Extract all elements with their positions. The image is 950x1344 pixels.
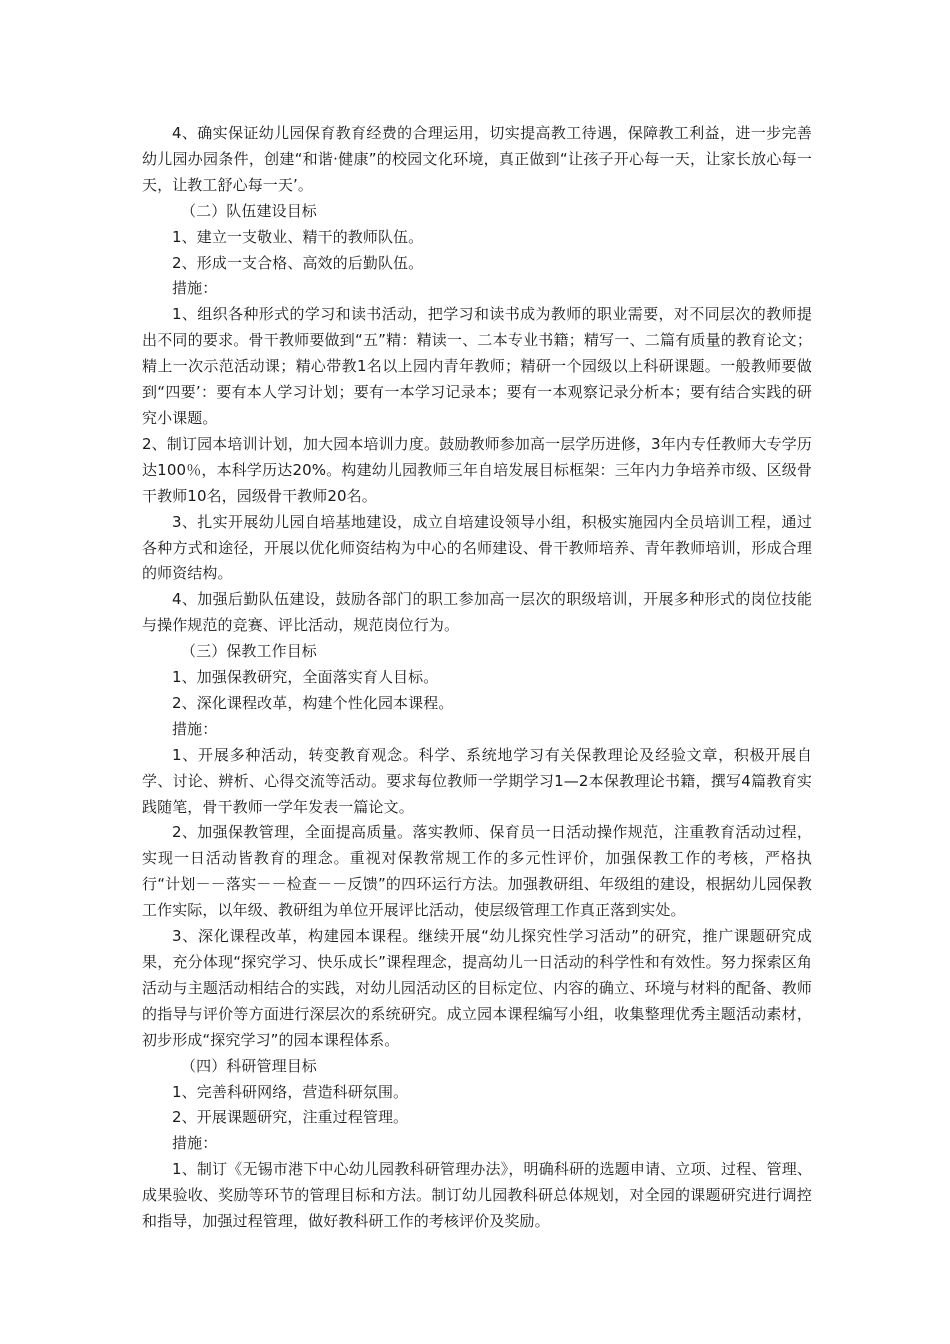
measure-paragraph: 1、组织各种形式的学习和读书活动，把学习和读书成为教师的职业需要，对不同层次的教师提出不同的要求。骨干教师要做到“五”精：精读一、二本专业书籍；精写一、二篇有质量的教育论文；精上一次示范活动课；精心带教1名以上园内青年教师；精研一个园级以上科研课题。一般教师要做到“四要’：要有本人学习计划；要有一本学习记录本；要有一本观察记录分析本；要有结合实践的研究小课题。 [142,305,812,427]
goal-item: 1、完善科研网络，营造科研氛围。 [172,1082,409,1101]
goal-item: 1、建立一支敬业、精干的教师队伍。 [172,227,424,246]
heading-team-building: （二）队伍建设目标 [181,201,317,220]
measure-paragraph: 3、深化课程改革，构建园本课程。继续开展“幼儿探究性学习活动”的研究，推广课题研究成果，充分体现“探究学习、快乐成长”课程理念，提高幼儿一日活动的科学性和有效性。努力探索区角活动与主题活动相结合的实践，对幼儿园活动区的目标定位、内容的确立、环境与材料的配备、教师的指导与评价等方面进行深层次的系统研究。成立园本课程编写小组，收集整理优秀主题活动素材，初步形成“探究学习”的园本课程体系。 [142,927,812,1049]
heading-research-goals: （四）科研管理目标 [181,1056,317,1075]
goal-item: 2、开展课题研究，注重过程管理。 [172,1108,409,1127]
paragraph-funding: 4、确实保证幼儿园保育教育经费的合理运用，切实提高教工待遇，保障教工利益，进一步完善幼儿园办园条件，创建“和谐·健康”的校园文化环境，真正做到“让孩子开心每一天，让家长放心每一天，让教工舒心每一天’。 [142,124,812,194]
heading-teaching-goals: （三）保教工作目标 [181,642,317,661]
measure-paragraph: 1、开展多种活动，转变教育观念。科学、系统地学习有关保教理论及经验文章，积极开展自学、讨论、辨析、心得交流等活动。要求每位教师一学期学习1—2本保教理论书籍，撰写4篇教育实践随笔，骨干教师一学年发表一篇论文。 [142,745,812,816]
measure-paragraph: 3、扎实开展幼儿园自培基地建设，成立自培建设领导小组，积极实施园内全员培训工程，通过各种方式和途径，开展以优化师资结构为中心的名师建设、骨干教师培养、青年教师培训，形成合理的师资结构。 [142,512,812,583]
measure-paragraph: 2、制订园本培训计划，加大园本培训力度。鼓励教师参加高一层学历进修，3年内专任教师大专学历达100％，本科学历达20%。构建幼儿园教师三年自培发展目标框架：三年内力争培养市级、区级骨干教师10名，园级骨干教师20名。 [142,434,812,505]
goal-item: 2、形成一支合格、高效的后勤队伍。 [172,253,424,272]
measure-paragraph: 1、制订《无锡市港下中心幼儿园教科研管理办法》，明确科研的选题申请、立项、过程、管理、成果验收、奖励等环节的管理目标和方法。制订幼儿园教科研总体规划，对全园的课题研究进行调控和指导，加强过程管理，做好教科研工作的考核评价及奖励。 [142,1160,812,1231]
measures-label: 措施： [172,1134,218,1153]
goal-item: 2、深化课程改革，构建个性化园本课程。 [172,693,454,712]
document-page [142,121,812,1235]
measure-paragraph: 4、加强后勤队伍建设，鼓励各部门的职工参加高一层次的职级培训，开展多种形式的岗位技能与操作规范的竞赛、评比活动，规范岗位行为。 [142,590,812,635]
measure-paragraph: 2、加强保教管理，全面提高质量。落实教师、保育员一日活动操作规范，注重教育活动过程，实现一日活动皆教育的理念。重视对保教常规工作的多元性评价，加强保教工作的考核，严格执行“计划－－落实－－检查－－反馈”的四环运行方法。加强教研组、年级组的建设，根据幼儿园保教工作实际，以年级、教研组为单位开展评比活动，使层级管理工作真正落到实处。 [142,823,812,920]
measures-label: 措施： [172,279,218,298]
goal-item: 1、加强保教研究，全面落实育人目标。 [172,668,439,687]
measures-label: 措施： [172,719,218,738]
